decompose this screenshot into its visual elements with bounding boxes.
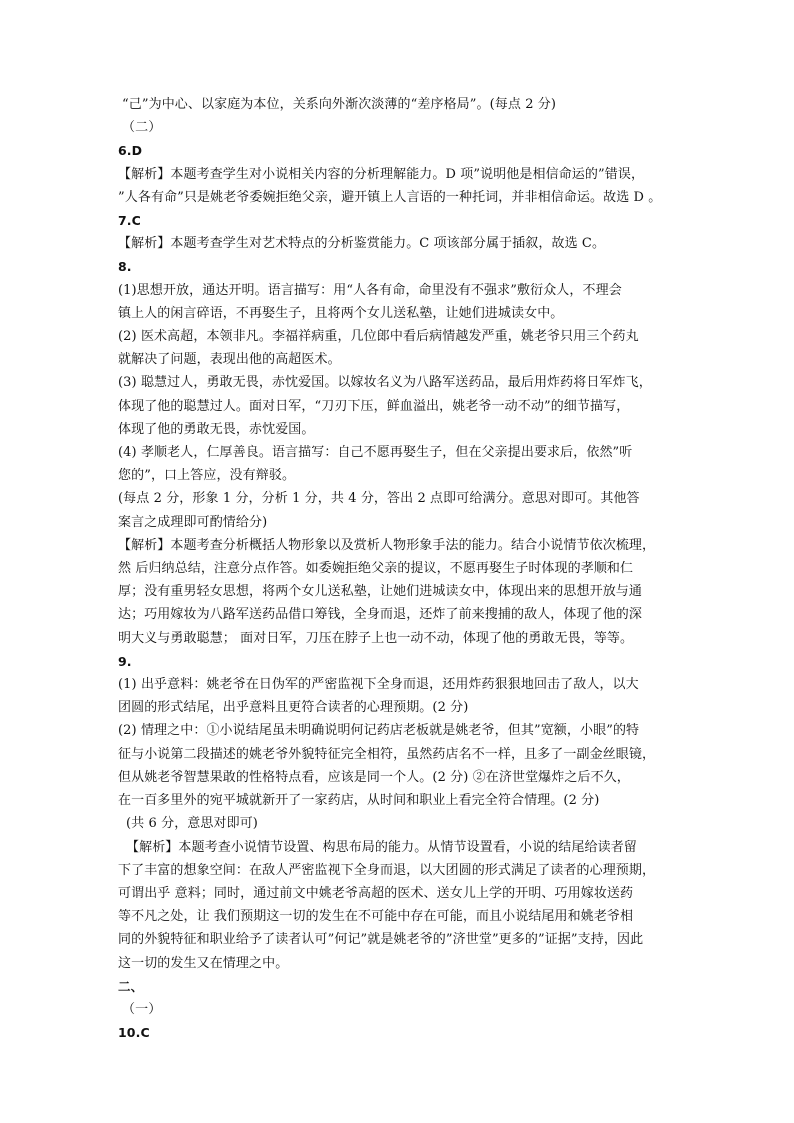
scoring-note: (共 6 分，意思对即可) <box>126 816 258 832</box>
text-line: 厚；没有重男轻女思想，将两个女儿送私塾，让她们进城读女中，体现出来的思想开放与通 <box>118 584 643 600</box>
text-line: 镇上人的闲言碎语，不再娶生子，且将两个女儿送私塾，让她们进城读女中。 <box>118 305 564 321</box>
text-line: (3) 聪慧过人，勇敢无畏，赤忱爱国。以嫁妆名义为八路军送药品，最后用炸药将日军炸飞， <box>118 375 652 391</box>
text-line: 体现了他的聪慧过人。面对日军，“刀刃下压，鲜血溢出，姚老爷一动不动”的细节描写， <box>118 398 630 414</box>
answer-text <box>118 93 686 1044</box>
text-line: (2) 医术高超，本领非凡。李福祥病重，几位郎中看后病情越发严重，姚老爷只用三个药丸 <box>118 329 639 345</box>
text-line: 体现了他的勇敢无畏，赤忱爱国。 <box>118 421 315 437</box>
scoring-note: 案言之成理即可酌情给分) <box>118 514 268 530</box>
text-line: 等不凡之处，让 我们预期这一切的发生在不可能中存在可能，而且小说结尾用和姚老爷相 <box>118 909 634 925</box>
text-line: “己”为中心、以家庭为本位，关系向外渐次淡薄的“差序格局”。(每点 2 分) <box>122 97 557 112</box>
section-heading: 二、 <box>118 978 144 994</box>
text-line: 但从姚老爷智慧果敢的性格特点看，应该是同一个人。(2 分) ②在济世堂爆炸之后不久， <box>118 769 630 785</box>
text-line: 就解决了问题，表现出他的高超医术。 <box>118 352 341 368</box>
scoring-note: (每点 2 分，形象 1 分，分析 1 分，共 4 分，答出 2 点即可给满分。意思对即可。其他答 <box>118 491 640 507</box>
text-line: 可谓出乎 意料；同时，通过前文中姚老爷高超的医术、送女儿上学的开明、巧用嫁妆送药 <box>118 885 634 901</box>
text-line: 征与小说第二段描述的姚老爷外貌特征完全相符，虽然药店名不一样，且多了一副金丝眼镜， <box>118 746 656 762</box>
question-number: 8. <box>118 259 132 275</box>
text-line: (1)思想开放，通达开明。语言描写：用“人各有命，命里没有不强求”敷衍众人，不理会 <box>118 282 622 298</box>
text-line: 在一百多里外的宛平城就新开了一家药店，从时间和职业上看完全符合情理。(2 分) <box>118 793 600 809</box>
question-number: 10.C <box>118 1025 150 1041</box>
text-line: 下了丰富的想象空间：在敌人严密监视下全身而退，以大团圆的形式满足了读者的心理预期， <box>118 862 656 878</box>
question-number: 6.D <box>118 143 143 159</box>
analysis-line: 【解析】本题考查小说情节设置、构思布局的能力。从情节设置看，小说的结尾给读者留 <box>126 839 637 855</box>
text-line: 同的外貌特征和职业给予了读者认可”何记”就是姚老爷的”济世堂”更多的”证据”支持，因此 <box>118 932 644 948</box>
section-marker: （二） <box>122 120 162 136</box>
text-line: ”人各有命”只是姚老爷委婉拒绝父亲，避开镇上人言语的一种托词，并非相信命运。故选 D 。 <box>118 189 662 205</box>
text-line: 然 后归纳总结，注意分点作答。如委婉拒绝父亲的提议，不愿再娶生子时体现的孝顺和仁 <box>118 561 634 577</box>
question-number: 9. <box>118 653 132 669</box>
text-line: (2) 情理之中：①小说结尾虽未明确说明何记药店老板就是姚老爷，但其”宽额，小眼”的特 <box>118 723 640 739</box>
text-line: 达；巧用嫁妆为八路军送药品借口筹钱，全身而退，还炸了前来搜捕的敌人，体现了他的深 <box>118 607 643 623</box>
text-line: 您的”，口上答应，没有辩驳。 <box>118 468 296 484</box>
analysis-line: 【解析】本题考查学生对小说相关内容的分析理解能力。D 项”说明他是相信命运的”错误， <box>118 166 645 182</box>
text-line: 团圆的形式结尾，出乎意料且更符合读者的心理预期。(2 分) <box>118 700 469 716</box>
analysis-line: 【解析】本题考查分析概括人物形象以及赏析人物形象手法的能力。结合小说情节依次梳理， <box>118 537 656 553</box>
text-line: (4) 孝顺老人，仁厚善良。语言描写：自己不愿再娶生子，但在父亲提出要求后，依然”听 <box>118 445 633 461</box>
text-line: (1) 出乎意料：姚老爷在日伪军的严密监视下全身而退，还用炸药狠狠地回击了敌人，以大 <box>118 677 639 693</box>
text-line: 这一切的发生又在情理之中。 <box>118 955 289 971</box>
analysis-line: 【解析】本题考查学生对艺术特点的分析鉴赏能力。C 项该部分属于插叙，故选 C。 <box>118 236 606 252</box>
text-line: 明大义与勇敢聪慧； 面对日军，刀压在脖子上也一动不动，体现了他的勇敢无畏，等等。 <box>118 630 634 646</box>
question-number: 7.C <box>118 213 141 229</box>
section-marker: （一） <box>122 1001 162 1017</box>
